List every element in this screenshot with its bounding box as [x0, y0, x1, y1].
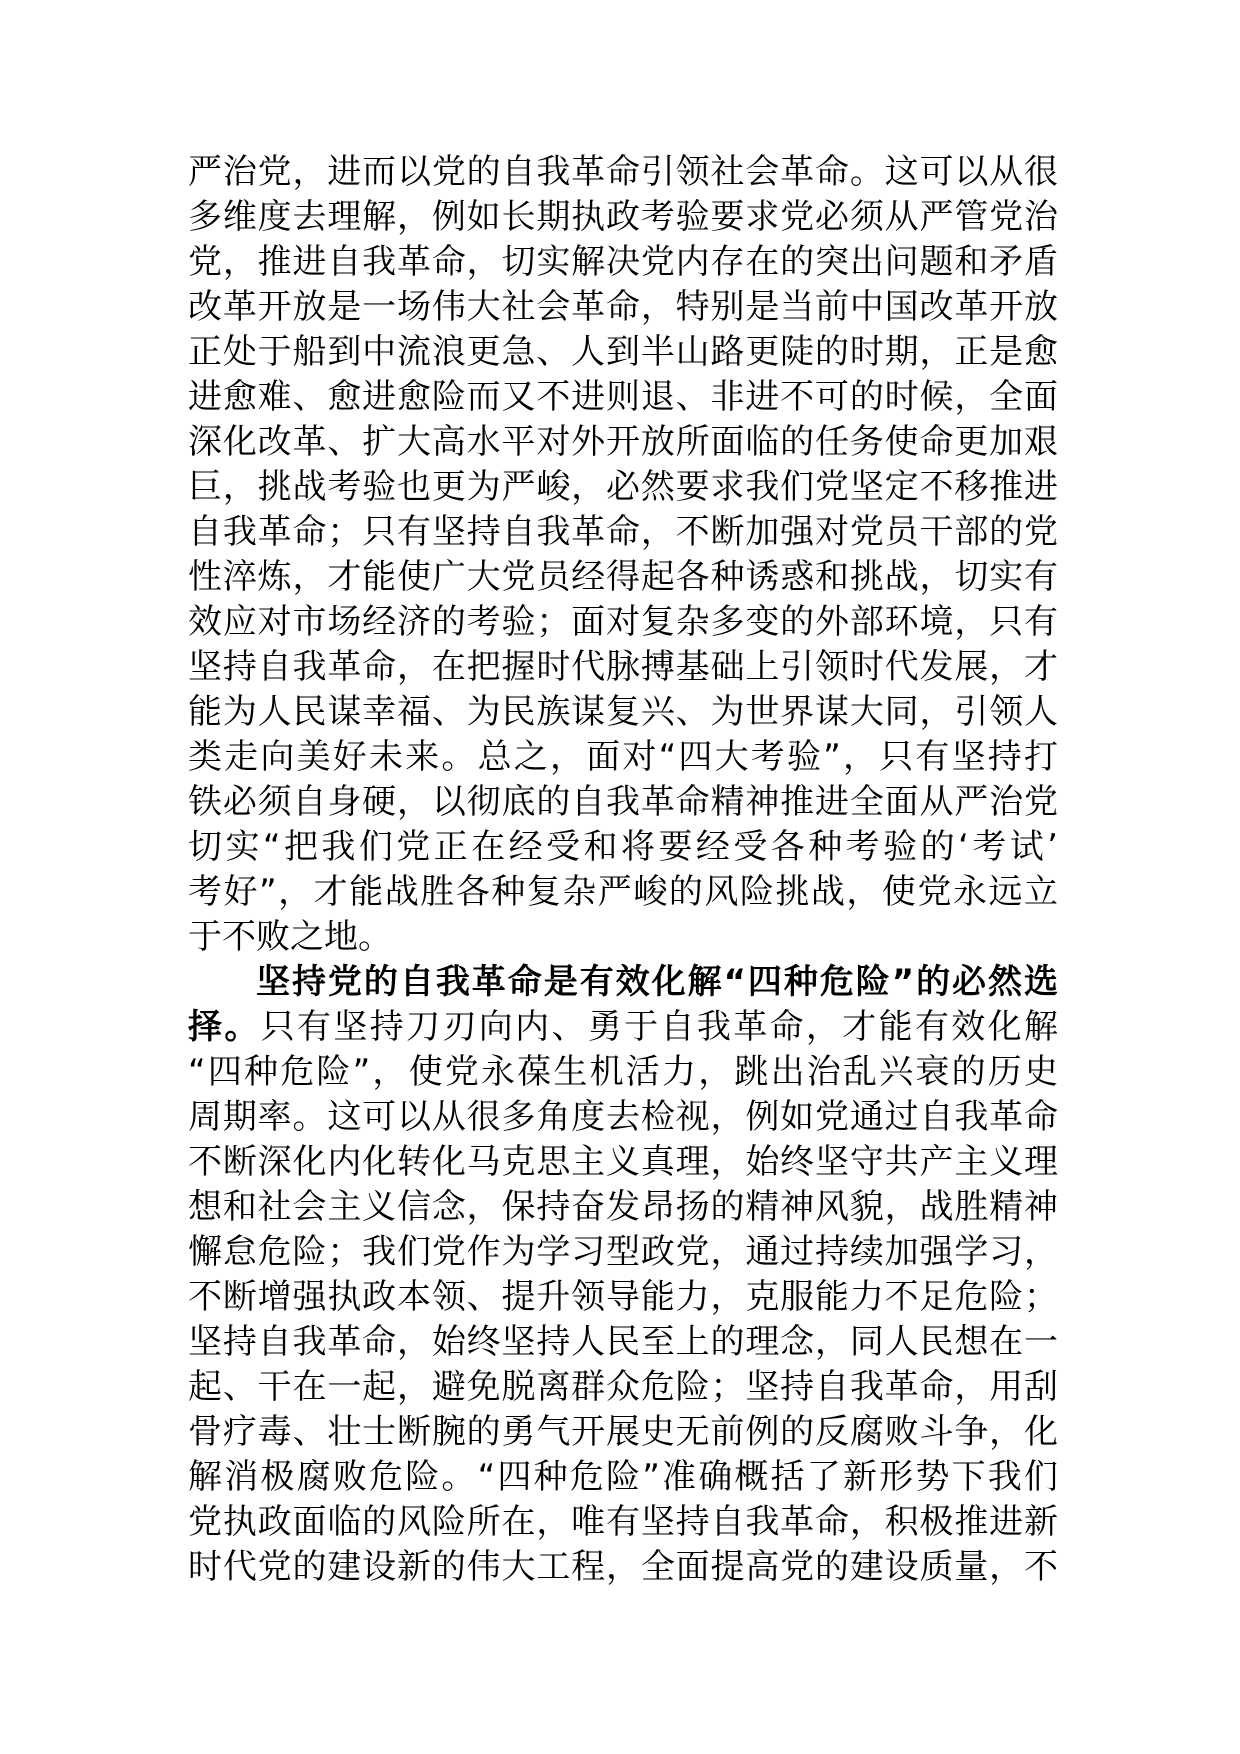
text-line: 解消极腐败危险。“四种危险”准确概括了新形势下我们 [188, 1457, 1058, 1497]
text-line: 时代党的建设新的伟大工程，全面提高党的建设质量，不 [188, 1547, 1058, 1587]
text-line: 铁必须自身硬，以彻底的自我革命精神推进全面从严治党 [188, 782, 1058, 822]
text-line: “四种危险”，使党永葆生机活力，跳出治乱兴衰的历史 [188, 1052, 1058, 1092]
text-line: 想和社会主义信念，保持奋发昂扬的精神风貌，战胜精神 [188, 1187, 1058, 1227]
text-line: 考好”，才能战胜各种复杂严峻的风险挑战，使党永远立 [188, 872, 1058, 912]
text-line: 类走向美好未来。总之，面对“四大考验”，只有坚持打 [188, 737, 1058, 777]
section-heading-tail: 择。 [188, 1007, 261, 1047]
paragraph-2 [188, 960, 1058, 1590]
text-line [188, 1005, 1058, 1050]
text-line: 能为人民谋幸福、为民族谋复兴、为世界谋大同，引领人 [188, 692, 1058, 732]
text-line: 多维度去理解，例如长期执政考验要求党必须从严管党治 [188, 197, 1058, 237]
text-line: 党执政面临的风险所在，唯有坚持自我革命，积极推进新 [188, 1502, 1058, 1542]
text-line: 党，推进自我革命，切实解决党内存在的突出问题和矛盾 [188, 242, 1058, 282]
text-line: 性淬炼，才能使广大党员经得起各种诱惑和挑战，切实有 [188, 557, 1058, 597]
text-line: 起、干在一起，避免脱离群众危险；坚持自我革命，用刮 [188, 1367, 1058, 1407]
text-line: 自我革命；只有坚持自我革命，不断加强对党员干部的党 [188, 512, 1058, 552]
text-line: 于不败之地。 [188, 917, 392, 957]
text-line: 切实“把我们党正在经受和将要经受各种考验的‘考试’ [188, 827, 1058, 867]
section-heading: 坚持党的自我革命是有效化解“四种危险”的必然选 [256, 962, 1058, 1002]
text-line: 坚持自我革命，在把握时代脉搏基础上引领时代发展，才 [188, 647, 1058, 687]
text-line: 深化改革、扩大高水平对外开放所面临的任务使命更加艰 [188, 422, 1058, 462]
text-line: 周期率。这可以从很多角度去检视，例如党通过自我革命 [188, 1097, 1058, 1137]
text-line: 不断增强执政本领、提升领导能力，克服能力不足危险； [188, 1277, 1058, 1317]
text-line: 懈怠危险；我们党作为学习型政党，通过持续加强学习， [188, 1232, 1058, 1272]
text-line-rest: 只有坚持刀刃向内、勇于自我革命，才能有效化解 [260, 1007, 1059, 1047]
text-line: 改革开放是一场伟大社会革命，特别是当前中国改革开放 [188, 287, 1058, 327]
text-line: 不断深化内化转化马克思主义真理，始终坚守共产主义理 [188, 1142, 1058, 1182]
text-line: 正处于船到中流浪更急、人到半山路更陡的时期，正是愈 [188, 332, 1058, 372]
text-line: 骨疗毒、壮士断腕的勇气开展史无前例的反腐败斗争，化 [188, 1412, 1058, 1452]
document-page [188, 150, 1058, 1590]
paragraph-1 [188, 150, 1058, 960]
text-line: 坚持自我革命，始终坚持人民至上的理念，同人民想在一 [188, 1322, 1058, 1362]
text-line: 进愈难、愈进愈险而又不进则退、非进不可的时候，全面 [188, 377, 1058, 417]
text-line: 巨，挑战考验也更为严峻，必然要求我们党坚定不移推进 [188, 467, 1058, 507]
text-line: 严治党，进而以党的自我革命引领社会革命。这可以从很 [188, 152, 1058, 192]
text-line: 效应对市场经济的考验；面对复杂多变的外部环境，只有 [188, 602, 1058, 642]
